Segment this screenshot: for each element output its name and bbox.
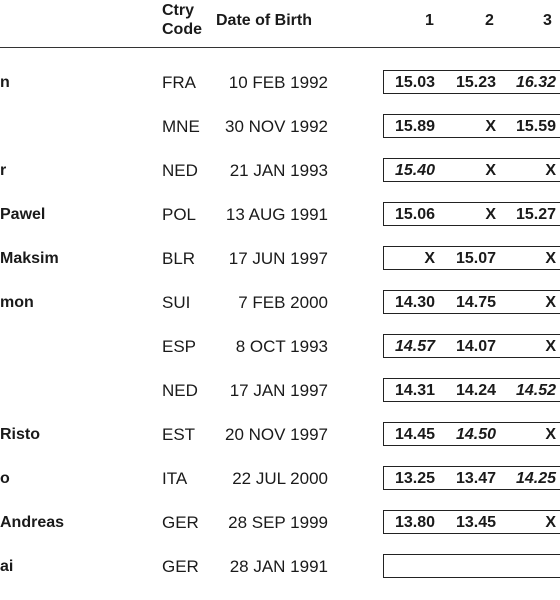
- date-of-birth: 21 JAN 1993: [229, 161, 328, 180]
- date-of-birth: 20 NOV 1997: [224, 425, 328, 444]
- attempt-2-mark: 13.45: [455, 514, 496, 531]
- header-attempt-2: 2: [485, 12, 494, 29]
- attempt-3-mark: 14.52: [515, 382, 556, 399]
- table-row: [0, 379, 560, 403]
- header-ctry-code: [162, 1, 202, 39]
- country-code: GER: [162, 513, 199, 532]
- athlete-name: Risto: [0, 426, 40, 443]
- athlete-name: r: [0, 162, 7, 179]
- country-code: FRA: [162, 73, 196, 92]
- attempt-2-mark: X: [485, 206, 496, 223]
- country-code: EST: [162, 425, 196, 444]
- athlete-name: ai: [0, 558, 14, 575]
- attempt-3-mark: X: [545, 426, 556, 443]
- attempt-2-mark: X: [485, 118, 496, 135]
- attempt-1-mark: X: [424, 250, 435, 267]
- country-code: ESP: [162, 337, 197, 356]
- table-row: [0, 335, 560, 359]
- attempt-3-mark: 15.27: [515, 206, 556, 223]
- attempt-2-mark: 13.47: [455, 470, 496, 487]
- table-row: [0, 467, 560, 491]
- attempt-1-mark: 15.40: [394, 162, 435, 179]
- country-code: MNE: [162, 117, 200, 136]
- date-of-birth: 22 JUL 2000: [232, 469, 328, 488]
- date-of-birth: 10 FEB 1992: [228, 73, 328, 92]
- date-of-birth: 13 AUG 1991: [225, 205, 328, 224]
- country-code: POL: [162, 205, 197, 224]
- table-row: [0, 511, 560, 535]
- attempt-2-mark: 15.23: [455, 74, 496, 91]
- athlete-name: o: [0, 470, 10, 487]
- attempt-3-mark: X: [545, 294, 556, 311]
- date-of-birth: 28 SEP 1999: [228, 513, 328, 532]
- header-date-of-birth: Date of Birth: [216, 12, 312, 29]
- date-of-birth: 28 JAN 1991: [229, 557, 328, 576]
- date-of-birth: 17 JAN 1997: [229, 381, 328, 400]
- attempt-3-mark: X: [545, 162, 556, 179]
- attempt-1-mark: 13.25: [394, 470, 435, 487]
- country-code: NED: [162, 161, 198, 180]
- table-row: [0, 247, 560, 271]
- attempt-3-mark: 14.25: [515, 470, 556, 487]
- country-code: NED: [162, 381, 198, 400]
- athlete-name: Maksim: [0, 250, 59, 267]
- date-of-birth: 8 OCT 1993: [235, 337, 328, 356]
- attempt-1-mark: 15.06: [394, 206, 435, 223]
- attempt-1-mark: 14.57: [394, 338, 435, 355]
- attempt-2-mark: 14.24: [455, 382, 496, 399]
- table-row: [0, 291, 560, 315]
- header-ctry-line2: Code: [162, 21, 202, 38]
- athlete-name: Andreas: [0, 514, 65, 531]
- attempt-2-mark: 15.07: [455, 250, 496, 267]
- attempt-1-mark: 13.80: [394, 514, 435, 531]
- table-row: [0, 203, 560, 227]
- attempt-2-mark: 14.07: [455, 338, 496, 355]
- date-of-birth: 7 FEB 2000: [238, 293, 328, 312]
- table-row: [0, 71, 560, 95]
- attempts-box: [383, 554, 560, 578]
- attempt-3-mark: 15.59: [515, 118, 556, 135]
- table-row: [0, 115, 560, 139]
- attempt-3-mark: X: [545, 514, 556, 531]
- attempt-2-mark: X: [485, 162, 496, 179]
- attempt-3-mark: X: [545, 250, 556, 267]
- date-of-birth: 17 JUN 1997: [228, 249, 328, 268]
- country-code: SUI: [162, 293, 191, 312]
- country-code: GER: [162, 557, 199, 576]
- attempt-2-mark: 14.75: [455, 294, 496, 311]
- header-divider: [0, 47, 560, 48]
- table-row: [0, 159, 560, 183]
- attempt-1-mark: 15.03: [394, 74, 435, 91]
- header-attempt-3: 3: [543, 12, 552, 29]
- attempt-1-mark: 14.45: [394, 426, 435, 443]
- country-code: BLR: [162, 249, 196, 268]
- header-attempt-1: 1: [425, 12, 434, 29]
- athlete-name: Pawel: [0, 206, 46, 223]
- athlete-name: mon: [0, 294, 34, 311]
- date-of-birth: 30 NOV 1992: [224, 117, 328, 136]
- attempt-2-mark: 14.50: [455, 426, 496, 443]
- country-code: ITA: [162, 469, 188, 488]
- athlete-name: n: [0, 74, 10, 91]
- attempt-1-mark: 14.30: [394, 294, 435, 311]
- attempt-3-mark: X: [545, 338, 556, 355]
- attempt-1-mark: 14.31: [394, 382, 435, 399]
- header-ctry-line1: Ctry: [162, 2, 195, 19]
- table-row: [0, 423, 560, 447]
- attempt-3-mark: 16.32: [515, 74, 556, 91]
- attempt-1-mark: 15.89: [394, 118, 435, 135]
- table-row: [0, 555, 560, 579]
